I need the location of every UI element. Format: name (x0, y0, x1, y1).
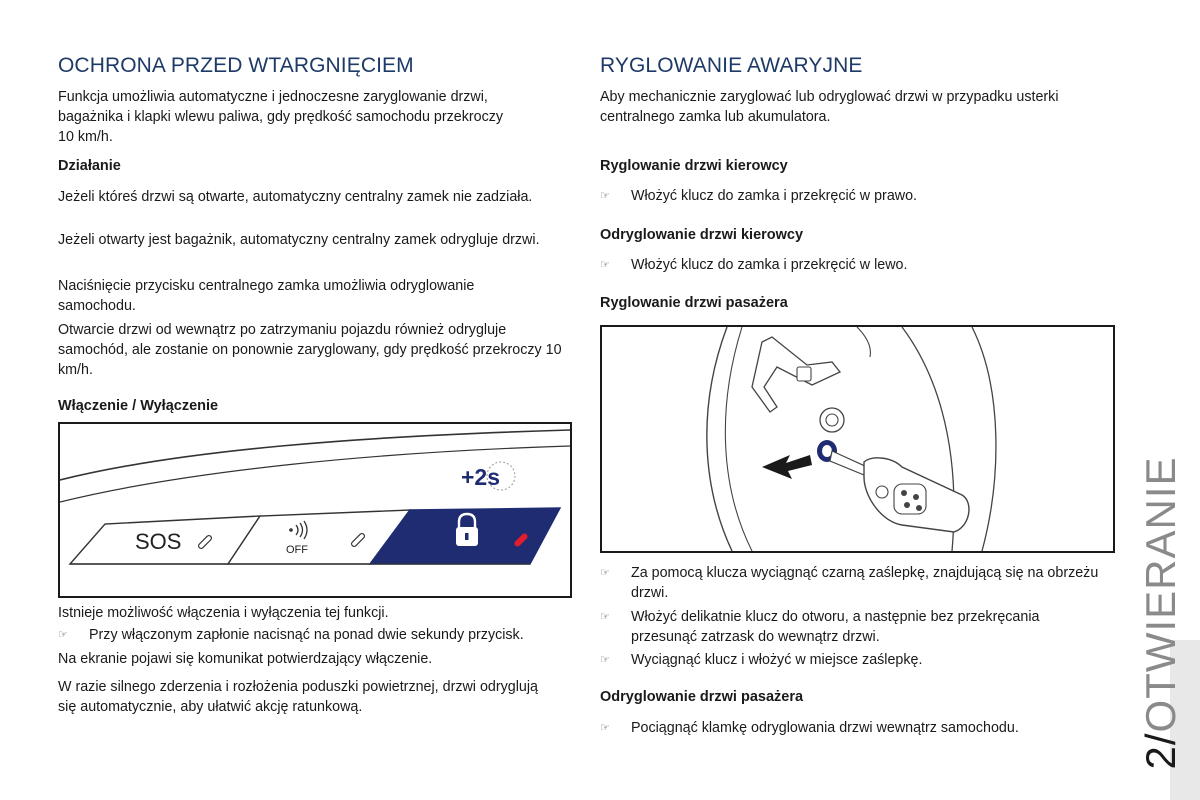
heading-operation: Działanie (58, 158, 121, 174)
bullet-driver-unlock: ☞ Włożyć klucz do zamka i przekręcić w lewo. (600, 257, 908, 273)
bullet-hand-icon: ☞ (600, 259, 610, 271)
bullet-hand-icon: ☞ (600, 190, 610, 202)
heading-on-off: Włączenie / Wyłączenie (58, 398, 219, 414)
heading-passenger-unlock: Odryglowanie drzwi pasażera (600, 689, 804, 705)
bullet-insert-key: ☞ Włożyć delikatnie klucz do otworu, a następnie bez przekręcania przesunąć zatrzask do wewnątrz drzwi. (600, 609, 1040, 645)
door-key-illustration (602, 327, 1113, 551)
paragraph-doors-open: Jeżeli któreś drzwi są otwarte, automatyczny centralny zamek nie zadziała. (58, 189, 533, 205)
bullet-hand-icon: ☞ (600, 722, 610, 734)
door-key-figure (600, 325, 1115, 553)
bullet-hand-icon: ☞ (600, 611, 610, 623)
heading-driver-lock: Ryglowanie drzwi kierowcy (600, 158, 788, 174)
paragraph-confirmation: Na ekranie pojawi się komunikat potwierdzający włączenie. (58, 651, 433, 667)
section-title-intrusion: OCHRONA PRZED WTARGNIĘCIEM (58, 54, 414, 77)
bullet-hand-icon: ☞ (58, 629, 68, 641)
bullet-pull-handle: ☞ Pociągnąć klamkę odryglowania drzwi wewnątrz samochodu. (600, 720, 1019, 736)
push-arrow-icon (762, 455, 812, 479)
intro-line-2: bagażnika i klapki wlewu paliwa, gdy prędkość samochodu przekroczy (58, 109, 504, 125)
bullet-press-button: ☞ Przy włączonym zapłonie nacisnąć na ponad dwie sekundy przycisk. (58, 627, 524, 643)
paragraph-lock-button: Naciśnięcie przycisku centralnego zamka umożliwia odryglowanie samochodu. (58, 278, 475, 314)
screw-icon (820, 408, 844, 432)
paragraph-open-inside: Otwarcie drzwi od wewnątrz po zatrzymaniu pojazdu również odrygluje samochód, ale zostanie on ponownie zaryglowany, gdy prędkość przekroczy 10 km/h. (58, 322, 562, 378)
paragraph-crash-unlock: W razie silnego zderzenia i rozłożenia poduszki powietrznej, drzwi odryglują się automatycznie, aby ułatwić akcję ratunkową. (58, 679, 538, 715)
chapter-number: 2/ (1137, 731, 1184, 770)
intro-line-1: Funkcja umożliwia automatyczne i jednoczesne zaryglowanie drzwi, (58, 89, 488, 105)
bullet-hand-icon: ☞ (600, 567, 610, 579)
hold-2s-badge: +2s (461, 464, 501, 490)
door-latch-icon (752, 337, 840, 412)
heading-driver-unlock: Odryglowanie drzwi kierowcy (600, 227, 804, 243)
paragraph-enable-disable: Istnieje możliwość włączenia i wyłączenia tej funkcji. (58, 605, 389, 621)
intro-line-3: 10 km/h. (58, 129, 113, 145)
bullet-hand-icon: ☞ (600, 654, 610, 666)
car-key-icon (830, 451, 969, 532)
paragraph-emergency-intro: Aby mechanicznie zaryglować lub odryglować drzwi w przypadku usterki centralnego zamka lub akumulatora. (600, 89, 1059, 125)
bullet-remove-cap: ☞ Za pomocą klucza wyciągnąć czarną zaślepkę, znajdującą się na obrzeżu drzwi. (600, 565, 1099, 601)
button-strip-illustration (60, 424, 570, 596)
chapter-title: OTWIERANIE (1137, 455, 1184, 732)
off-label: OFF (286, 544, 308, 556)
chapter-label (1131, 455, 1191, 770)
bullet-replace-cap: ☞ Wyciągnąć klucz i włożyć w miejsce zaślepkę. (600, 652, 923, 668)
paragraph-boot-open: Jeżeli otwarty jest bagażnik, automatyczny centralny zamek odrygluje drzwi. (58, 232, 540, 248)
button-strip-figure (58, 422, 572, 598)
heading-passenger-lock: Ryglowanie drzwi pasażera (600, 295, 788, 311)
section-title-emergency-lock: RYGLOWANIE AWARYJNE (600, 54, 863, 77)
sos-label: SOS (135, 529, 182, 554)
bullet-driver-lock: ☞ Włożyć klucz do zamka i przekręcić w prawo. (600, 188, 918, 204)
